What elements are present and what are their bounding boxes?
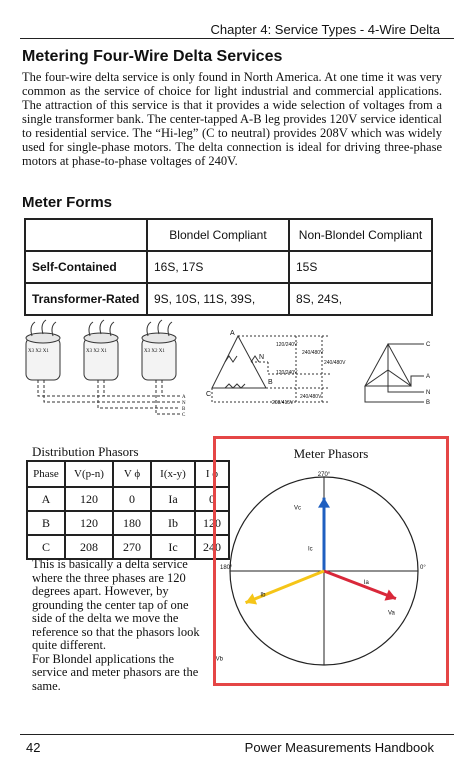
phasor-label-ia: Ia (363, 579, 369, 586)
section-title: Metering Four-Wire Delta Services (22, 48, 283, 65)
table-row (25, 283, 432, 315)
table-row (27, 461, 229, 487)
distribution-phasors-title: Distribution Phasors (32, 444, 139, 459)
conductor-label: C (182, 413, 186, 418)
voltage-label: 120/240V (276, 370, 298, 376)
book-title: Power Measurements Handbook (244, 740, 434, 755)
phasor-vb (246, 571, 324, 603)
current-transformers-diagram (26, 320, 186, 418)
page-header (0, 0, 474, 42)
table-cell: 270 (113, 535, 151, 559)
conductor-label: A (182, 395, 186, 400)
voltage-label: 240/480V (324, 360, 346, 366)
ct-terminal-label: X3 X2 X1 (144, 349, 165, 354)
table-cell: 0 (113, 487, 151, 511)
table-cell: B (27, 511, 65, 535)
table-row (27, 487, 229, 511)
meter-phasors-diagram (216, 439, 446, 683)
column-header: V(p-n) (65, 461, 113, 487)
column-header: V ϕ (113, 461, 151, 487)
table-cell: 120 (65, 487, 113, 511)
table-row (25, 251, 432, 283)
row-header: Transformer-Rated (25, 283, 147, 315)
wye-connection-diagram (365, 342, 431, 406)
table-cell: Ia (151, 487, 195, 511)
table-cell: 9S, 10S, 11S, 39S, (147, 283, 289, 315)
wye-label: C (426, 342, 431, 348)
ct-terminal-label: X3 X2 X1 (28, 349, 49, 354)
phasor-label-ib: Ib (260, 592, 266, 599)
table-cell: A (27, 487, 65, 511)
intro-paragraph: The four-wire delta service is only found in North America. At one time it was very common as the service of choice for light industrial and commercial applications. The attraction of this service is that it provides a wide selection of voltages from a single transformer bank. The center-tapped A-B leg provides 120V service identical to residential service. The “Hi-leg” (C to neutral) provides 208V which was widely used for single-phase motors. The delta connection is ideal for driving three-phase motors at phase-to-phase voltages of 240V. (22, 70, 442, 168)
column-header: Blondel Compliant (147, 219, 289, 251)
wye-label: N (426, 390, 431, 396)
phasor-label-vb: Vb (216, 656, 223, 663)
phasor-label-ic: Ic (308, 546, 313, 553)
table-cell: Ic (151, 535, 195, 559)
voltage-label: 240/480V (300, 394, 322, 400)
distribution-phasors-table (26, 460, 230, 560)
phasor-vc-arrowhead (318, 498, 330, 508)
conductor-label: N (182, 401, 186, 406)
delta-corner-label: A (230, 330, 235, 337)
column-header: I(x-y) (151, 461, 195, 487)
phasor-label-vc: Vc (294, 505, 302, 512)
table-cell: 15S (289, 251, 432, 283)
delta-corner-label: N (259, 354, 265, 361)
table-cell: C (27, 535, 65, 559)
table-cell: Ib (151, 511, 195, 535)
footer-rule (20, 734, 454, 735)
column-header: Non-Blondel Compliant (289, 219, 432, 251)
table-row (27, 535, 229, 559)
phasor-va (324, 571, 396, 599)
table-cell: 8S, 24S, (289, 283, 432, 315)
column-header: Phase (27, 461, 65, 487)
page-number: 42 (26, 740, 41, 755)
meter-forms-table (24, 218, 433, 316)
voltage-label: 120/240V (276, 342, 298, 348)
table-cell: 120 (195, 511, 229, 535)
voltage-label: 208/415V (272, 400, 294, 406)
row-header: Self-Contained (25, 251, 147, 283)
table-cell: 120 (65, 511, 113, 535)
table-cell: 16S, 17S (147, 251, 289, 283)
angle-label-left: 180° (220, 565, 233, 571)
table-cell: 240 (195, 535, 229, 559)
meter-forms-title: Meter Forms (22, 194, 113, 211)
wye-label: A (426, 374, 431, 380)
delta-corner-label: C (206, 391, 212, 398)
meter-phasors-panel (213, 436, 449, 686)
table-cell: 208 (65, 535, 113, 559)
wye-label: B (426, 400, 431, 406)
phasor-label-va: Va (387, 610, 395, 617)
angle-label-right: 0° (420, 565, 426, 571)
empty-cell (25, 219, 147, 251)
conductor-label: B (182, 407, 186, 412)
delta-corner-label: B (268, 379, 273, 386)
header-rule (20, 38, 454, 39)
chapter-title: Chapter 4: Service Types - 4-Wire Delta (210, 22, 440, 37)
voltage-label: 240/480V (302, 350, 324, 356)
angle-label-top: 270° (317, 472, 331, 478)
table-cell: 0 (195, 487, 229, 511)
wiring-diagrams (20, 314, 440, 432)
delta-transformer-diagram (206, 330, 346, 406)
ct-terminal-label: X3 X2 X1 (86, 349, 107, 354)
column-header: I ϕ (195, 461, 229, 487)
description-paragraph: This is basically a delta service where the three phases are 120 degrees apart. However, by grounding the center tap of one side of the delta we move the reference so that the phasors look quite different. For Blondel applications the service and meter phasors are the same. (32, 557, 200, 693)
table-row (25, 219, 432, 251)
table-row (27, 511, 229, 535)
table-cell: 180 (113, 511, 151, 535)
meter-phasors-title: Meter Phasors (293, 446, 369, 461)
